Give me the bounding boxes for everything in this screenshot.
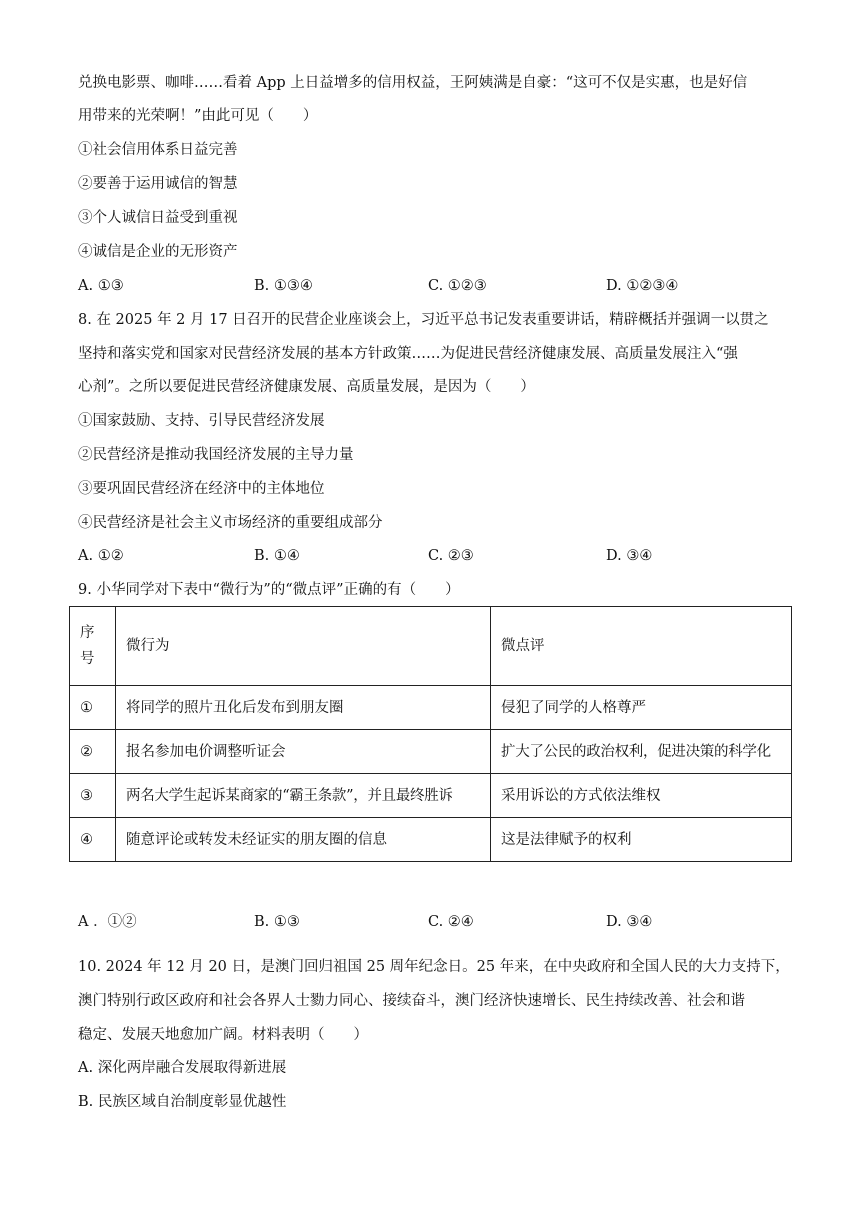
q9-table [69, 606, 792, 862]
row-seq: ④ [70, 818, 116, 862]
q7-stem-line-1: 兑换电影票、咖啡……看着 App 上日益增多的信用权益，王阿姨满是自豪：“这可不仅是实惠，也是好信 [78, 75, 748, 91]
row-behavior: 两名大学生起诉某商家的“霸王条款”，并且最终胜诉 [116, 774, 491, 818]
row-behavior: 将同学的照片丑化后发布到朋友圈 [116, 686, 491, 730]
q8-item-1: ①国家鼓励、支持、引导民营经济发展 [78, 413, 325, 429]
q8-stem-line-1: 8. 在 2025 年 2 月 17 日召开的民营企业座谈会上，习近平总书记发表重要讲话，精辟概括并强调一以贯之 [78, 312, 769, 328]
table-header-row [70, 607, 792, 686]
q7-item-1: ①社会信用体系日益完善 [78, 142, 238, 158]
q10-option-a: A. 深化两岸融合发展取得新进展 [78, 1060, 287, 1076]
table-row [70, 730, 792, 774]
table-row [70, 818, 792, 862]
row-behavior: 随意评论或转发未经证实的朋友圈的信息 [116, 818, 491, 862]
q7-item-4: ④诚信是企业的无形资产 [78, 244, 238, 260]
table-row [70, 774, 792, 818]
q8-stem-line-3: 心剂”。之所以要促进民营经济健康发展、高质量发展，是因为（ ） [78, 379, 535, 395]
q10-stem-line-3: 稳定、发展天地愈加广阔。材料表明（ ） [78, 1027, 368, 1043]
q8-option-c: C. ②③ [428, 548, 474, 564]
q7-stem-line-2: 用带来的光荣啊！”由此可见（ ） [78, 108, 318, 124]
row-seq: ② [70, 730, 116, 774]
row-comment: 扩大了公民的政治权利，促进决策的科学化 [491, 730, 792, 774]
q9-options [78, 912, 798, 932]
q8-option-d: D. ③④ [606, 548, 653, 564]
q8-item-3: ③要巩固民营经济在经济中的主体地位 [78, 481, 325, 497]
header-seq-line-1: 序 [80, 625, 95, 641]
q9-option-d: D. ③④ [606, 914, 653, 930]
row-comment: 采用诉讼的方式依法维权 [491, 774, 792, 818]
q7-item-3: ③个人诚信日益受到重视 [78, 210, 238, 226]
q10-stem-line-1: 10. 2024 年 12 月 20 日，是澳门回归祖国 25 周年纪念日。25 年来，在中央政府和全国人民的大力支持下， [78, 959, 790, 975]
q8-options [78, 546, 798, 566]
q7-option-d: D. ①②③④ [606, 278, 679, 294]
q7-item-2: ②要善于运用诚信的智慧 [78, 176, 238, 192]
q9-option-b: B. ①③ [254, 914, 300, 930]
q7-option-b: B. ①③④ [254, 278, 313, 294]
row-comment: 侵犯了同学的人格尊严 [491, 686, 792, 730]
header-seq-line-2: 号 [80, 651, 95, 667]
q10-stem-line-2: 澳门特别行政区政府和社会各界人士勠力同心、接续奋斗，澳门经济快速增长、民生持续改善、社会和谐 [78, 993, 745, 1009]
q9-option-c: C. ②④ [428, 914, 474, 930]
q9-option-a: A ．①② [78, 914, 137, 930]
row-behavior: 报名参加电价调整听证会 [116, 730, 491, 774]
q8-option-b: B. ①④ [254, 548, 300, 564]
header-seq [70, 607, 116, 686]
q7-options [78, 276, 798, 296]
q7-option-c: C. ①②③ [428, 278, 487, 294]
row-comment: 这是法律赋予的权利 [491, 818, 792, 862]
q9-stem: 9. 小华同学对下表中“微行为”的“微点评”正确的有（ ） [78, 582, 460, 598]
q10-option-b: B. 民族区域自治制度彰显优越性 [78, 1094, 287, 1110]
q8-item-2: ②民营经济是推动我国经济发展的主导力量 [78, 447, 354, 463]
q8-item-4: ④民营经济是社会主义市场经济的重要组成部分 [78, 515, 383, 531]
q8-stem-line-2: 坚持和落实党和国家对民营经济发展的基本方针政策……为促进民营经济健康发展、高质量发展注入“强 [78, 346, 738, 362]
row-seq: ③ [70, 774, 116, 818]
header-behavior: 微行为 [116, 607, 491, 686]
table-row [70, 686, 792, 730]
q8-option-a: A. ①② [78, 548, 124, 564]
row-seq: ① [70, 686, 116, 730]
header-comment: 微点评 [491, 607, 792, 686]
q7-option-a: A. ①③ [78, 278, 124, 294]
